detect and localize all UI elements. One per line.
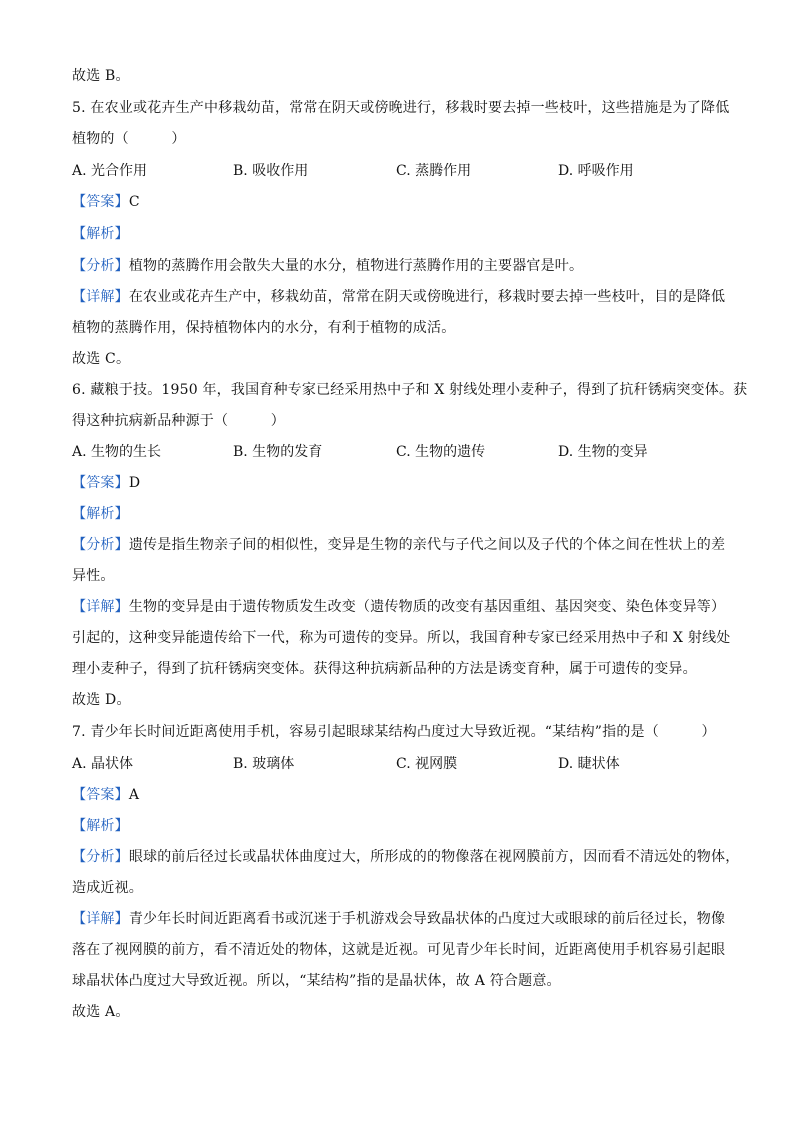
q5-option-a: A. 光合作用	[72, 163, 148, 179]
q5-option-c: C. 蒸腾作用	[396, 163, 472, 179]
fenxi-tag: 【分析】	[72, 537, 129, 553]
answer-value: C	[128, 194, 140, 210]
q6-xiangjie-line2: 引起的，这种变异能遗传给下一代，称为可遗传的变异。所以，我国育种专家已经采用热中子和 X 射线处	[72, 630, 731, 646]
fenxi-text: 眼球的前后径过长或晶状体曲度过大，所形成的的物像落在视网膜前方，因而看不清远处的物体，	[128, 849, 740, 865]
q7-option-c: C. 视网膜	[396, 756, 458, 772]
xiangjie-text: 在农业或花卉生产中，移栽幼苗，常常在阴天或傍晚进行，移栽时要去掉一些枝叶，目的是降低	[128, 289, 726, 305]
q5-stem-line2: 植物的（ ）	[72, 131, 186, 147]
q6-analysis-heading	[72, 505, 732, 523]
q5-option-d: D. 呼吸作用	[558, 163, 634, 179]
q6-answer	[72, 474, 732, 492]
q7-analysis-heading	[72, 817, 732, 835]
fenxi-text: 植物的蒸腾作用会散失大量的水分，植物进行蒸腾作用的主要器官是叶。	[128, 258, 584, 274]
q6-conclusion: 故选 D。	[72, 692, 131, 708]
q6-fenxi-line2: 异性。	[72, 568, 115, 584]
xiangjie-text: 青少年长时间近距离看书或沉迷于手机游戏会导致晶状体的凸度过大或眼球的前后径过长，物像	[128, 911, 726, 927]
xiangjie-text: 生物的变异是由于遗传物质发生改变（遗传物质的改变有基因重组、基因突变、染色体变异等）	[128, 599, 726, 615]
fenxi-tag: 【分析】	[72, 849, 129, 865]
q6-stem-line2: 得这种抗病新品种源于（ ）	[72, 413, 285, 429]
xiangjie-tag: 【详解】	[72, 289, 129, 305]
q7-conclusion: 故选 A。	[72, 1004, 130, 1020]
q5-analysis-heading	[72, 225, 732, 243]
q6-option-c: C. 生物的遗传	[396, 444, 486, 460]
fenxi-text: 遗传是指生物亲子间的相似性，变异是生物的亲代与子代之间以及子代的个体之间在性状上的差	[128, 537, 726, 553]
q6-stem-line1: 6. 藏粮于技。1950 年，我国育种专家已经采用热中子和 X 射线处理小麦种子，得到了抗秆锈病突变体。获	[72, 382, 748, 398]
answer-value: A	[128, 787, 140, 803]
q7-xiangjie-line2: 落在了视网膜的前方，看不清近处的物体，这就是近视。可见青少年长时间，近距离使用手机容易引起眼	[72, 942, 726, 958]
q6-option-b: B. 生物的发育	[233, 444, 323, 460]
q6-fenxi-line1	[72, 536, 732, 554]
q7-fenxi-line2: 造成近视。	[72, 880, 143, 896]
q7-option-a: A. 晶状体	[72, 756, 134, 772]
q6-option-a: A. 生物的生长	[72, 444, 162, 460]
q5-option-b: B. 吸收作用	[233, 163, 309, 179]
answer-tag: 【答案】	[72, 194, 129, 210]
q5-fenxi	[72, 257, 732, 275]
q5-xiangjie-line1	[72, 288, 732, 306]
q5-xiangjie-line2: 植物的蒸腾作用，保持植物体内的水分，有利于植物的成活。	[72, 320, 456, 336]
fenxi-tag: 【分析】	[72, 258, 129, 274]
q7-xiangjie-line3: 球晶状体凸度过大导致近视。所以，“某结构”指的是晶状体，故 A 符合题意。	[72, 973, 561, 989]
analysis-tag: 【解析】	[72, 506, 129, 522]
q7-stem-line1: 7. 青少年长时间近距离使用手机，容易引起眼球某结构凸度过大导致近视。“某结构”指的是（ ）	[72, 724, 716, 740]
q7-xiangjie-line1	[72, 910, 732, 928]
answer-value: D	[128, 475, 141, 491]
q7-answer	[72, 786, 732, 804]
analysis-tag: 【解析】	[72, 226, 129, 242]
q5-answer	[72, 193, 732, 211]
q5-conclusion: 故选 C。	[72, 351, 131, 367]
q7-option-b: B. 玻璃体	[233, 756, 295, 772]
q6-xiangjie-line1	[72, 598, 732, 616]
analysis-tag: 【解析】	[72, 818, 129, 834]
xiangjie-tag: 【详解】	[72, 599, 129, 615]
q7-option-d: D. 睫状体	[558, 756, 620, 772]
answer-tag: 【答案】	[72, 475, 129, 491]
prev-conclusion: 故选 B。	[72, 68, 130, 84]
q6-option-d: D. 生物的变异	[558, 444, 648, 460]
xiangjie-tag: 【详解】	[72, 911, 129, 927]
q6-xiangjie-line3: 理小麦种子，得到了抗秆锈病突变体。获得这种抗病新品种的方法是诱变育种，属于可遗传的变异。	[72, 661, 697, 677]
q5-stem-line1: 5. 在农业或花卉生产中移栽幼苗，常常在阴天或傍晚进行，移栽时要去掉一些枝叶，这些措施是为了降低	[72, 100, 730, 116]
answer-tag: 【答案】	[72, 787, 129, 803]
q7-fenxi-line1	[72, 848, 740, 866]
